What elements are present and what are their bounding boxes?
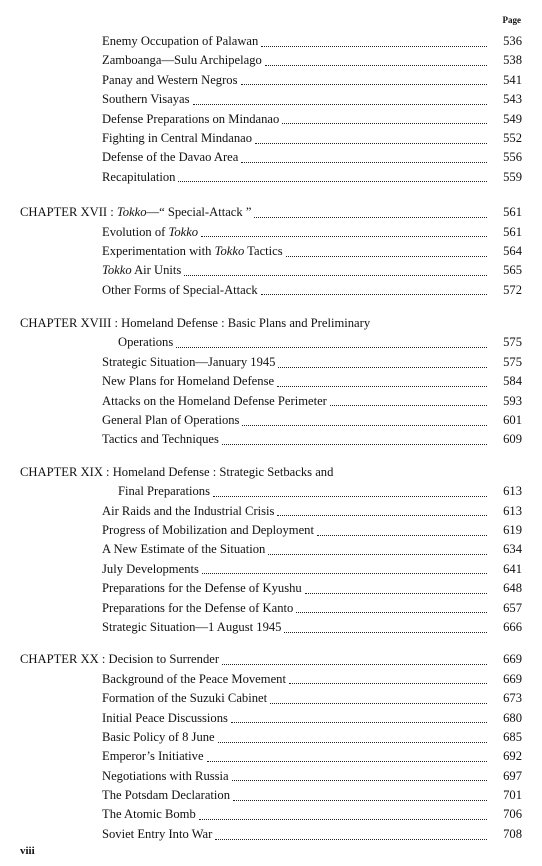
entry-title: General Plan of Operations — [102, 413, 240, 428]
entry-title: Enemy Occupation of Palawan — [102, 34, 259, 48]
chapter-page: 669 — [503, 652, 522, 667]
toc-entry[interactable] — [0, 261, 542, 280]
leader-dots — [255, 142, 487, 144]
entry-page: 559 — [503, 169, 522, 184]
entry-title: The Atomic Bomb — [102, 807, 196, 822]
entry-page: 572 — [503, 282, 522, 297]
entry-page: 552 — [503, 130, 522, 145]
entry-title: Strategic Situation—January 1945 — [102, 354, 276, 369]
leader-dots — [241, 83, 488, 85]
entry-title: Emperor’s Initiative — [102, 749, 204, 764]
chapter-title: CHAPTER XVIII : Homeland Defense : Basic Plans and Preliminary — [20, 316, 371, 331]
entry-title: Evolution of Tokko — [102, 224, 199, 239]
entry-page: 669 — [503, 671, 522, 686]
leader-dots — [277, 385, 487, 387]
leader-dots — [330, 404, 487, 406]
entry-title: July Developments — [102, 561, 199, 576]
leader-dots — [176, 346, 487, 348]
chapter-page: 575 — [503, 335, 522, 350]
entry-page: 619 — [503, 522, 522, 537]
entry-page: 701 — [503, 788, 522, 803]
entry-page: 575 — [503, 354, 522, 369]
entry-page: 697 — [503, 768, 522, 783]
leader-dots — [265, 64, 487, 66]
toc-entry[interactable] — [0, 129, 542, 148]
leader-dots — [277, 514, 487, 516]
entry-title: Zamboanga—Sulu Archipelago — [102, 53, 262, 68]
chapter-heading[interactable] — [0, 650, 542, 669]
entry-title: Preparations for the Defense of Kanto — [102, 600, 294, 615]
toc-entry[interactable] — [0, 825, 542, 844]
toc-entry[interactable] — [0, 502, 542, 521]
entry-page: 641 — [503, 561, 522, 576]
chapter-heading[interactable] — [0, 203, 542, 222]
toc-entry[interactable] — [0, 223, 542, 242]
toc-entry[interactable] — [0, 51, 542, 70]
leader-dots — [241, 161, 487, 163]
leader-dots — [305, 592, 487, 594]
page-column-label: Page — [502, 15, 521, 25]
leader-dots — [270, 702, 487, 704]
entry-title: Preparations for the Defense of Kyushu — [102, 581, 302, 596]
entry-page: 541 — [503, 72, 522, 87]
page-folio: viii — [20, 845, 35, 857]
toc-entry[interactable] — [0, 747, 542, 766]
entry-title: Defense Preparations on Mindanao — [102, 111, 280, 126]
leader-dots — [193, 103, 487, 105]
entry-page: 706 — [503, 807, 522, 822]
entry-title: Basic Policy of 8 June — [102, 729, 215, 744]
leader-dots — [296, 611, 487, 613]
leader-dots — [242, 424, 487, 426]
entry-page: 564 — [503, 243, 522, 258]
toc-entry[interactable] — [0, 392, 542, 411]
chapter-page: 561 — [503, 205, 522, 220]
entry-title: Panay and Western Negros — [102, 72, 238, 87]
toc-entry[interactable] — [0, 281, 542, 300]
leader-dots — [231, 721, 487, 723]
toc-entry[interactable] — [0, 430, 542, 449]
entry-title: Defense of the Davao Area — [102, 150, 239, 165]
toc-entry[interactable] — [0, 90, 542, 109]
entry-title: Strategic Situation—1 August 1945 — [102, 619, 282, 634]
entry-page: 666 — [503, 619, 522, 634]
chapter-title-cont: Operations — [118, 335, 174, 350]
leader-dots — [278, 366, 487, 368]
entry-page: 538 — [503, 53, 522, 68]
leader-dots — [317, 534, 487, 536]
entry-title: Recapitulation — [102, 169, 176, 184]
leader-dots — [207, 760, 487, 762]
toc-entry[interactable] — [0, 71, 542, 90]
chapter-xviii — [0, 314, 542, 450]
toc-entry[interactable] — [0, 599, 542, 618]
entry-title: Experimentation with Tokko Tactics — [102, 243, 283, 258]
entry-page: 609 — [503, 432, 522, 447]
toc-entry[interactable] — [0, 168, 542, 187]
leader-dots — [286, 255, 487, 257]
entry-page: 685 — [503, 729, 522, 744]
entry-page: 680 — [503, 710, 522, 725]
entry-page: 561 — [503, 224, 522, 239]
toc-entry[interactable] — [0, 670, 542, 689]
leader-dots — [268, 553, 487, 555]
leader-dots — [254, 216, 487, 218]
chapter-title: CHAPTER XVII : Tokko—“ Special-Attack ” — [20, 205, 252, 220]
toc-entry[interactable] — [0, 579, 542, 598]
entry-page: 565 — [503, 263, 522, 278]
entry-title: Tactics and Techniques — [102, 432, 219, 447]
chapter-xix — [0, 463, 542, 638]
entry-page: 708 — [503, 826, 522, 841]
toc-entry[interactable] — [0, 242, 542, 261]
leader-dots — [184, 274, 487, 276]
entry-title: Southern Visayas — [102, 92, 190, 107]
toc-entry[interactable] — [0, 32, 542, 51]
toc-entry[interactable] — [0, 110, 542, 129]
leader-dots — [289, 682, 487, 684]
entry-page: 648 — [503, 581, 522, 596]
chapter-xx — [0, 650, 542, 844]
entry-title: Other Forms of Special-Attack — [102, 282, 258, 297]
entry-page: 601 — [503, 413, 522, 428]
toc-entry[interactable] — [0, 540, 542, 559]
toc-entry[interactable] — [0, 728, 542, 747]
entry-page: 549 — [503, 111, 522, 126]
leader-dots — [218, 741, 487, 743]
entry-page: 673 — [503, 691, 522, 706]
entry-title: New Plans for Homeland Defense — [102, 374, 275, 389]
leader-dots — [178, 180, 487, 182]
leader-dots — [202, 572, 487, 574]
entry-page: 657 — [503, 600, 522, 615]
chapter-title-cont: Final Preparations — [118, 484, 210, 499]
leader-dots — [282, 122, 487, 124]
toc-entry[interactable] — [0, 353, 542, 372]
toc-entry[interactable] — [0, 372, 542, 391]
leader-dots — [222, 663, 487, 665]
toc-entry[interactable] — [0, 618, 542, 637]
leader-dots — [233, 799, 487, 801]
leader-dots — [199, 818, 487, 820]
entry-title: Background of the Peace Movement — [102, 671, 286, 686]
toc-entry[interactable] — [0, 767, 542, 786]
entry-title: Tokko Air Units — [102, 263, 182, 278]
entry-title: Negotiations with Russia — [102, 768, 229, 783]
entry-title: Attacks on the Homeland Defense Perimeter — [102, 393, 327, 408]
chapter-heading[interactable] — [0, 463, 542, 482]
entry-page: 613 — [503, 503, 522, 518]
entry-page: 584 — [503, 374, 522, 389]
chapter-title: CHAPTER XX : Decision to Surrender — [20, 652, 220, 667]
table-of-contents — [0, 32, 542, 844]
leader-dots — [222, 443, 487, 445]
entry-page: 593 — [503, 393, 522, 408]
leader-dots — [232, 779, 487, 781]
entry-title: Air Raids and the Industrial Crisis — [102, 503, 275, 518]
toc-entry[interactable] — [0, 689, 542, 708]
chapter-title: CHAPTER XIX : Homeland Defense : Strategic Setbacks and — [20, 464, 334, 479]
entry-page: 543 — [503, 92, 522, 107]
chapter-xvii — [0, 203, 542, 300]
toc-entry[interactable] — [0, 709, 542, 728]
toc-entry[interactable] — [0, 786, 542, 805]
section-group-0 — [0, 32, 542, 187]
entry-title: Initial Peace Discussions — [102, 710, 228, 725]
leader-dots — [201, 235, 487, 237]
toc-entry[interactable] — [0, 560, 542, 579]
entry-title: Formation of the Suzuki Cabinet — [102, 691, 268, 706]
leader-dots — [215, 838, 487, 840]
entry-page: 692 — [503, 749, 522, 764]
chapter-heading-continued[interactable] — [0, 333, 542, 352]
entry-page: 556 — [503, 150, 522, 165]
entry-page: 536 — [503, 34, 522, 48]
entry-title: Soviet Entry Into War — [102, 826, 213, 841]
entry-title: A New Estimate of the Situation — [102, 542, 266, 557]
chapter-heading[interactable] — [0, 314, 542, 333]
chapter-heading-continued[interactable] — [0, 482, 542, 501]
leader-dots — [261, 45, 487, 47]
entry-title: Progress of Mobilization and Deployment — [102, 522, 314, 537]
entry-title: Fighting in Central Mindanao — [102, 130, 253, 145]
toc-entry[interactable] — [0, 521, 542, 540]
leader-dots — [284, 631, 487, 633]
toc-entry[interactable] — [0, 148, 542, 167]
toc-entry[interactable] — [0, 805, 542, 824]
leader-dots — [213, 495, 487, 497]
chapter-page: 613 — [503, 484, 522, 499]
leader-dots — [261, 293, 487, 295]
entry-title: The Potsdam Declaration — [102, 788, 230, 803]
toc-entry[interactable] — [0, 411, 542, 430]
entry-page: 634 — [503, 542, 522, 557]
